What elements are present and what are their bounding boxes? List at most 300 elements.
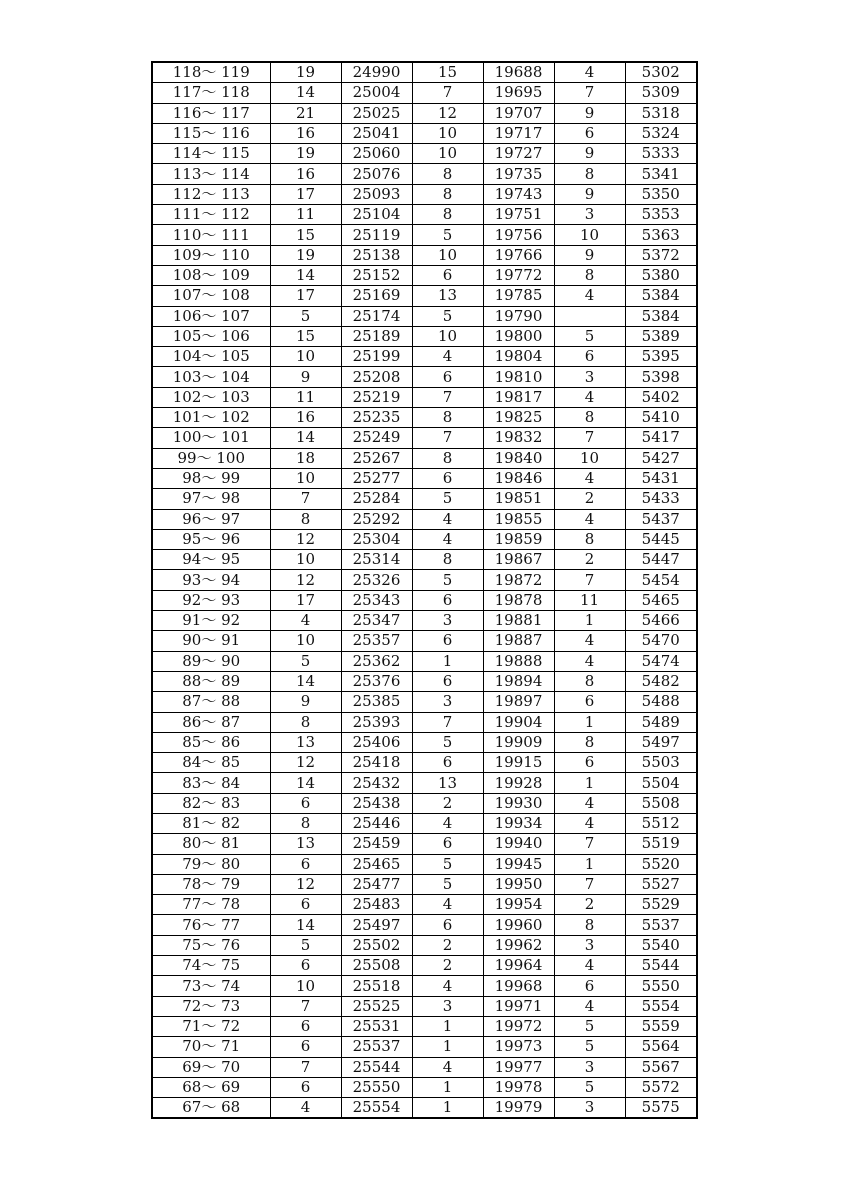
count-c-cell: 4: [554, 286, 625, 306]
cumulative-a-cell: 25406: [341, 732, 412, 752]
cumulative-b-cell: 19800: [483, 326, 554, 346]
score-range-cell: 94～ 95: [152, 550, 270, 570]
table-row: [152, 996, 697, 1016]
score-range-cell: 90～ 91: [152, 631, 270, 651]
cumulative-b-cell: 19962: [483, 935, 554, 955]
count-c-cell: 6: [554, 692, 625, 712]
table-row: [152, 83, 697, 103]
count-b-cell: 4: [412, 813, 483, 833]
count-a-cell: 19: [270, 245, 341, 265]
cumulative-a-cell: 24990: [341, 62, 412, 83]
cumulative-a-cell: 25292: [341, 509, 412, 529]
cumulative-b-cell: 19897: [483, 692, 554, 712]
count-c-cell: 8: [554, 164, 625, 184]
cumulative-b-cell: 19872: [483, 570, 554, 590]
cumulative-c-cell: 5384: [625, 306, 697, 326]
count-a-cell: 10: [270, 631, 341, 651]
count-b-cell: 6: [412, 631, 483, 651]
cumulative-c-cell: 5537: [625, 915, 697, 935]
table-row: [152, 489, 697, 509]
cumulative-c-cell: 5474: [625, 651, 697, 671]
count-a-cell: 6: [270, 793, 341, 813]
cumulative-a-cell: 25525: [341, 996, 412, 1016]
cumulative-c-cell: 5527: [625, 874, 697, 894]
cumulative-c-cell: 5372: [625, 245, 697, 265]
count-c-cell: 6: [554, 347, 625, 367]
count-a-cell: 14: [270, 671, 341, 691]
count-c-cell: 2: [554, 550, 625, 570]
cumulative-c-cell: 5427: [625, 448, 697, 468]
count-c-cell: 9: [554, 103, 625, 123]
score-range-cell: 77～ 78: [152, 895, 270, 915]
count-b-cell: 13: [412, 773, 483, 793]
cumulative-c-cell: 5309: [625, 83, 697, 103]
score-range-cell: 113～ 114: [152, 164, 270, 184]
cumulative-b-cell: 19904: [483, 712, 554, 732]
cumulative-a-cell: 25235: [341, 408, 412, 428]
count-c-cell: 4: [554, 813, 625, 833]
cumulative-c-cell: 5544: [625, 956, 697, 976]
table-row: [152, 326, 697, 346]
count-a-cell: 5: [270, 651, 341, 671]
count-a-cell: 5: [270, 935, 341, 955]
cumulative-b-cell: 19940: [483, 834, 554, 854]
count-b-cell: 6: [412, 367, 483, 387]
score-range-cell: 80～ 81: [152, 834, 270, 854]
cumulative-c-cell: 5489: [625, 712, 697, 732]
count-c-cell: 10: [554, 225, 625, 245]
table-row: [152, 631, 697, 651]
count-a-cell: 19: [270, 62, 341, 83]
cumulative-a-cell: 25093: [341, 184, 412, 204]
count-a-cell: 7: [270, 996, 341, 1016]
table-row: [152, 509, 697, 529]
cumulative-c-cell: 5398: [625, 367, 697, 387]
cumulative-b-cell: 19840: [483, 448, 554, 468]
table-row: [152, 265, 697, 285]
table-row: [152, 245, 697, 265]
count-b-cell: 4: [412, 976, 483, 996]
table-row: [152, 915, 697, 935]
score-range-cell: 109～ 110: [152, 245, 270, 265]
count-a-cell: 8: [270, 813, 341, 833]
cumulative-a-cell: 25249: [341, 428, 412, 448]
cumulative-c-cell: 5482: [625, 671, 697, 691]
score-range-cell: 74～ 75: [152, 956, 270, 976]
count-a-cell: 13: [270, 732, 341, 752]
score-range-cell: 95～ 96: [152, 529, 270, 549]
count-b-cell: 1: [412, 651, 483, 671]
cumulative-c-cell: 5503: [625, 753, 697, 773]
count-a-cell: 4: [270, 611, 341, 631]
cumulative-c-cell: 5353: [625, 205, 697, 225]
count-c-cell: 2: [554, 489, 625, 509]
table-row: [152, 651, 697, 671]
cumulative-b-cell: 19934: [483, 813, 554, 833]
count-a-cell: 18: [270, 448, 341, 468]
cumulative-b-cell: 19735: [483, 164, 554, 184]
count-b-cell: 10: [412, 123, 483, 143]
count-b-cell: 2: [412, 935, 483, 955]
cumulative-b-cell: 19928: [483, 773, 554, 793]
table-row: [152, 813, 697, 833]
cumulative-a-cell: 25104: [341, 205, 412, 225]
count-b-cell: 6: [412, 468, 483, 488]
count-a-cell: 17: [270, 286, 341, 306]
cumulative-c-cell: 5567: [625, 1057, 697, 1077]
count-a-cell: 7: [270, 1057, 341, 1077]
cumulative-c-cell: 5559: [625, 1016, 697, 1036]
cumulative-c-cell: 5363: [625, 225, 697, 245]
cumulative-c-cell: 5470: [625, 631, 697, 651]
cumulative-a-cell: 25550: [341, 1077, 412, 1097]
count-c-cell: 4: [554, 996, 625, 1016]
table-row: [152, 468, 697, 488]
table-row: [152, 225, 697, 245]
table-row: [152, 62, 697, 83]
count-c-cell: [554, 306, 625, 326]
score-range-cell: 106～ 107: [152, 306, 270, 326]
cumulative-a-cell: 25219: [341, 387, 412, 407]
cumulative-b-cell: 19810: [483, 367, 554, 387]
cumulative-a-cell: 25060: [341, 144, 412, 164]
score-range-cell: 67～ 68: [152, 1098, 270, 1119]
count-c-cell: 9: [554, 184, 625, 204]
count-c-cell: 3: [554, 205, 625, 225]
count-c-cell: 1: [554, 773, 625, 793]
count-a-cell: 6: [270, 854, 341, 874]
table-row: [152, 732, 697, 752]
count-b-cell: 1: [412, 1037, 483, 1057]
count-b-cell: 6: [412, 590, 483, 610]
cumulative-a-cell: 25518: [341, 976, 412, 996]
score-range-cell: 76～ 77: [152, 915, 270, 935]
cumulative-a-cell: 25537: [341, 1037, 412, 1057]
count-a-cell: 14: [270, 915, 341, 935]
table-row: [152, 306, 697, 326]
count-a-cell: 6: [270, 1016, 341, 1036]
count-c-cell: 8: [554, 671, 625, 691]
count-a-cell: 9: [270, 692, 341, 712]
count-a-cell: 14: [270, 773, 341, 793]
count-b-cell: 2: [412, 793, 483, 813]
cumulative-c-cell: 5389: [625, 326, 697, 346]
cumulative-a-cell: 25119: [341, 225, 412, 245]
score-range-cell: 116～ 117: [152, 103, 270, 123]
cumulative-a-cell: 25508: [341, 956, 412, 976]
table-row: [152, 387, 697, 407]
count-c-cell: 1: [554, 611, 625, 631]
table-row: [152, 103, 697, 123]
count-b-cell: 7: [412, 387, 483, 407]
cumulative-c-cell: 5466: [625, 611, 697, 631]
cumulative-a-cell: 25418: [341, 753, 412, 773]
score-range-cell: 83～ 84: [152, 773, 270, 793]
score-range-cell: 111～ 112: [152, 205, 270, 225]
count-a-cell: 14: [270, 428, 341, 448]
cumulative-c-cell: 5519: [625, 834, 697, 854]
cumulative-b-cell: 19971: [483, 996, 554, 1016]
count-b-cell: 8: [412, 408, 483, 428]
count-b-cell: 4: [412, 509, 483, 529]
count-a-cell: 12: [270, 753, 341, 773]
cumulative-c-cell: 5402: [625, 387, 697, 407]
cumulative-a-cell: 25477: [341, 874, 412, 894]
table-row: [152, 935, 697, 955]
cumulative-a-cell: 25362: [341, 651, 412, 671]
cumulative-b-cell: 19825: [483, 408, 554, 428]
cumulative-c-cell: 5318: [625, 103, 697, 123]
cumulative-c-cell: 5512: [625, 813, 697, 833]
cumulative-b-cell: 19688: [483, 62, 554, 83]
count-a-cell: 8: [270, 509, 341, 529]
cumulative-a-cell: 25385: [341, 692, 412, 712]
cumulative-c-cell: 5508: [625, 793, 697, 813]
cumulative-b-cell: 19960: [483, 915, 554, 935]
count-b-cell: 5: [412, 306, 483, 326]
table-row: [152, 874, 697, 894]
cumulative-b-cell: 19972: [483, 1016, 554, 1036]
count-b-cell: 6: [412, 834, 483, 854]
score-range-cell: 91～ 92: [152, 611, 270, 631]
cumulative-a-cell: 25138: [341, 245, 412, 265]
cumulative-c-cell: 5540: [625, 935, 697, 955]
cumulative-a-cell: 25393: [341, 712, 412, 732]
score-range-cell: 70～ 71: [152, 1037, 270, 1057]
table-row: [152, 976, 697, 996]
count-c-cell: 1: [554, 854, 625, 874]
count-a-cell: 10: [270, 347, 341, 367]
score-range-cell: 89～ 90: [152, 651, 270, 671]
cumulative-c-cell: 5520: [625, 854, 697, 874]
count-c-cell: 3: [554, 935, 625, 955]
score-range-cell: 82～ 83: [152, 793, 270, 813]
cumulative-a-cell: 25076: [341, 164, 412, 184]
cumulative-c-cell: 5550: [625, 976, 697, 996]
cumulative-c-cell: 5417: [625, 428, 697, 448]
cumulative-a-cell: 25169: [341, 286, 412, 306]
cumulative-b-cell: 19977: [483, 1057, 554, 1077]
cumulative-b-cell: 19804: [483, 347, 554, 367]
count-b-cell: 5: [412, 225, 483, 245]
table-row: [152, 428, 697, 448]
count-b-cell: 10: [412, 144, 483, 164]
score-range-cell: 96～ 97: [152, 509, 270, 529]
count-c-cell: 5: [554, 1037, 625, 1057]
cumulative-b-cell: 19851: [483, 489, 554, 509]
cumulative-a-cell: 25554: [341, 1098, 412, 1119]
count-c-cell: 4: [554, 793, 625, 813]
count-a-cell: 13: [270, 834, 341, 854]
count-a-cell: 6: [270, 956, 341, 976]
cumulative-b-cell: 19772: [483, 265, 554, 285]
score-range-cell: 81～ 82: [152, 813, 270, 833]
count-b-cell: 8: [412, 550, 483, 570]
cumulative-b-cell: 19867: [483, 550, 554, 570]
count-b-cell: 2: [412, 956, 483, 976]
cumulative-c-cell: 5433: [625, 489, 697, 509]
count-c-cell: 6: [554, 753, 625, 773]
count-b-cell: 15: [412, 62, 483, 83]
count-c-cell: 4: [554, 956, 625, 976]
score-range-cell: 108～ 109: [152, 265, 270, 285]
cumulative-a-cell: 25544: [341, 1057, 412, 1077]
table-row: [152, 1037, 697, 1057]
count-b-cell: 6: [412, 753, 483, 773]
cumulative-a-cell: 25483: [341, 895, 412, 915]
cumulative-b-cell: 19909: [483, 732, 554, 752]
table-row: [152, 692, 697, 712]
cumulative-a-cell: 25502: [341, 935, 412, 955]
score-range-cell: 100～ 101: [152, 428, 270, 448]
cumulative-b-cell: 19790: [483, 306, 554, 326]
table-row: [152, 529, 697, 549]
cumulative-c-cell: 5488: [625, 692, 697, 712]
cumulative-a-cell: 25267: [341, 448, 412, 468]
count-b-cell: 3: [412, 996, 483, 1016]
count-c-cell: 5: [554, 326, 625, 346]
cumulative-b-cell: 19751: [483, 205, 554, 225]
count-c-cell: 3: [554, 1098, 625, 1119]
table-row: [152, 611, 697, 631]
count-a-cell: 10: [270, 468, 341, 488]
cumulative-a-cell: 25465: [341, 854, 412, 874]
count-c-cell: 8: [554, 915, 625, 935]
cumulative-a-cell: 25531: [341, 1016, 412, 1036]
score-range-cell: 85～ 86: [152, 732, 270, 752]
cumulative-b-cell: 19846: [483, 468, 554, 488]
count-c-cell: 4: [554, 387, 625, 407]
table-row: [152, 123, 697, 143]
table-row: [152, 895, 697, 915]
cumulative-b-cell: 19727: [483, 144, 554, 164]
count-a-cell: 14: [270, 83, 341, 103]
cumulative-c-cell: 5554: [625, 996, 697, 1016]
table-row: [152, 448, 697, 468]
cumulative-b-cell: 19894: [483, 671, 554, 691]
cumulative-a-cell: 25284: [341, 489, 412, 509]
cumulative-b-cell: 19859: [483, 529, 554, 549]
score-range-cell: 92～ 93: [152, 590, 270, 610]
count-b-cell: 1: [412, 1098, 483, 1119]
cumulative-b-cell: 19945: [483, 854, 554, 874]
count-a-cell: 7: [270, 489, 341, 509]
table-row: [152, 793, 697, 813]
count-b-cell: 7: [412, 83, 483, 103]
cumulative-c-cell: 5431: [625, 468, 697, 488]
table-row: [152, 1057, 697, 1077]
table-row: [152, 570, 697, 590]
count-b-cell: 6: [412, 671, 483, 691]
table-row: [152, 753, 697, 773]
score-range-cell: 73～ 74: [152, 976, 270, 996]
score-range-cell: 97～ 98: [152, 489, 270, 509]
score-range-cell: 115～ 116: [152, 123, 270, 143]
count-b-cell: 5: [412, 489, 483, 509]
count-c-cell: 3: [554, 367, 625, 387]
cumulative-b-cell: 19695: [483, 83, 554, 103]
cumulative-b-cell: 19878: [483, 590, 554, 610]
cumulative-a-cell: 25199: [341, 347, 412, 367]
count-a-cell: 6: [270, 895, 341, 915]
score-range-cell: 112～ 113: [152, 184, 270, 204]
score-range-cell: 110～ 111: [152, 225, 270, 245]
table-row: [152, 184, 697, 204]
count-c-cell: 8: [554, 529, 625, 549]
count-c-cell: 7: [554, 83, 625, 103]
cumulative-b-cell: 19832: [483, 428, 554, 448]
count-b-cell: 4: [412, 347, 483, 367]
count-c-cell: 4: [554, 651, 625, 671]
cumulative-a-cell: 25446: [341, 813, 412, 833]
cumulative-c-cell: 5504: [625, 773, 697, 793]
cumulative-a-cell: 25174: [341, 306, 412, 326]
score-range-cell: 118～ 119: [152, 62, 270, 83]
cumulative-b-cell: 19766: [483, 245, 554, 265]
count-a-cell: 5: [270, 306, 341, 326]
table-row: [152, 205, 697, 225]
count-b-cell: 6: [412, 265, 483, 285]
cumulative-a-cell: 25189: [341, 326, 412, 346]
table-body: [152, 62, 697, 1118]
cumulative-c-cell: 5350: [625, 184, 697, 204]
cumulative-c-cell: 5324: [625, 123, 697, 143]
count-c-cell: 8: [554, 265, 625, 285]
score-range-cell: 105～ 106: [152, 326, 270, 346]
count-c-cell: 2: [554, 895, 625, 915]
table-row: [152, 408, 697, 428]
cumulative-b-cell: 19964: [483, 956, 554, 976]
count-a-cell: 16: [270, 408, 341, 428]
cumulative-c-cell: 5437: [625, 509, 697, 529]
count-b-cell: 8: [412, 184, 483, 204]
cumulative-c-cell: 5410: [625, 408, 697, 428]
cumulative-a-cell: 25004: [341, 83, 412, 103]
count-b-cell: 3: [412, 692, 483, 712]
cumulative-a-cell: 25343: [341, 590, 412, 610]
score-range-cell: 71～ 72: [152, 1016, 270, 1036]
cumulative-a-cell: 25497: [341, 915, 412, 935]
cumulative-a-cell: 25208: [341, 367, 412, 387]
table-row: [152, 834, 697, 854]
score-range-cell: 104～ 105: [152, 347, 270, 367]
score-range-cell: 78～ 79: [152, 874, 270, 894]
cumulative-c-cell: 5447: [625, 550, 697, 570]
table-row: [152, 671, 697, 691]
score-range-cell: 98～ 99: [152, 468, 270, 488]
cumulative-b-cell: 19887: [483, 631, 554, 651]
count-a-cell: 10: [270, 976, 341, 996]
cumulative-c-cell: 5465: [625, 590, 697, 610]
cumulative-a-cell: 25357: [341, 631, 412, 651]
count-b-cell: 8: [412, 164, 483, 184]
count-b-cell: 4: [412, 529, 483, 549]
count-a-cell: 14: [270, 265, 341, 285]
cumulative-b-cell: 19915: [483, 753, 554, 773]
count-c-cell: 5: [554, 1077, 625, 1097]
table-row: [152, 1077, 697, 1097]
score-range-cell: 68～ 69: [152, 1077, 270, 1097]
cumulative-b-cell: 19930: [483, 793, 554, 813]
count-c-cell: 4: [554, 62, 625, 83]
cumulative-c-cell: 5564: [625, 1037, 697, 1057]
table-row: [152, 712, 697, 732]
count-b-cell: 5: [412, 570, 483, 590]
table-row: [152, 144, 697, 164]
count-a-cell: 12: [270, 529, 341, 549]
cumulative-a-cell: 25438: [341, 793, 412, 813]
count-b-cell: 5: [412, 732, 483, 752]
